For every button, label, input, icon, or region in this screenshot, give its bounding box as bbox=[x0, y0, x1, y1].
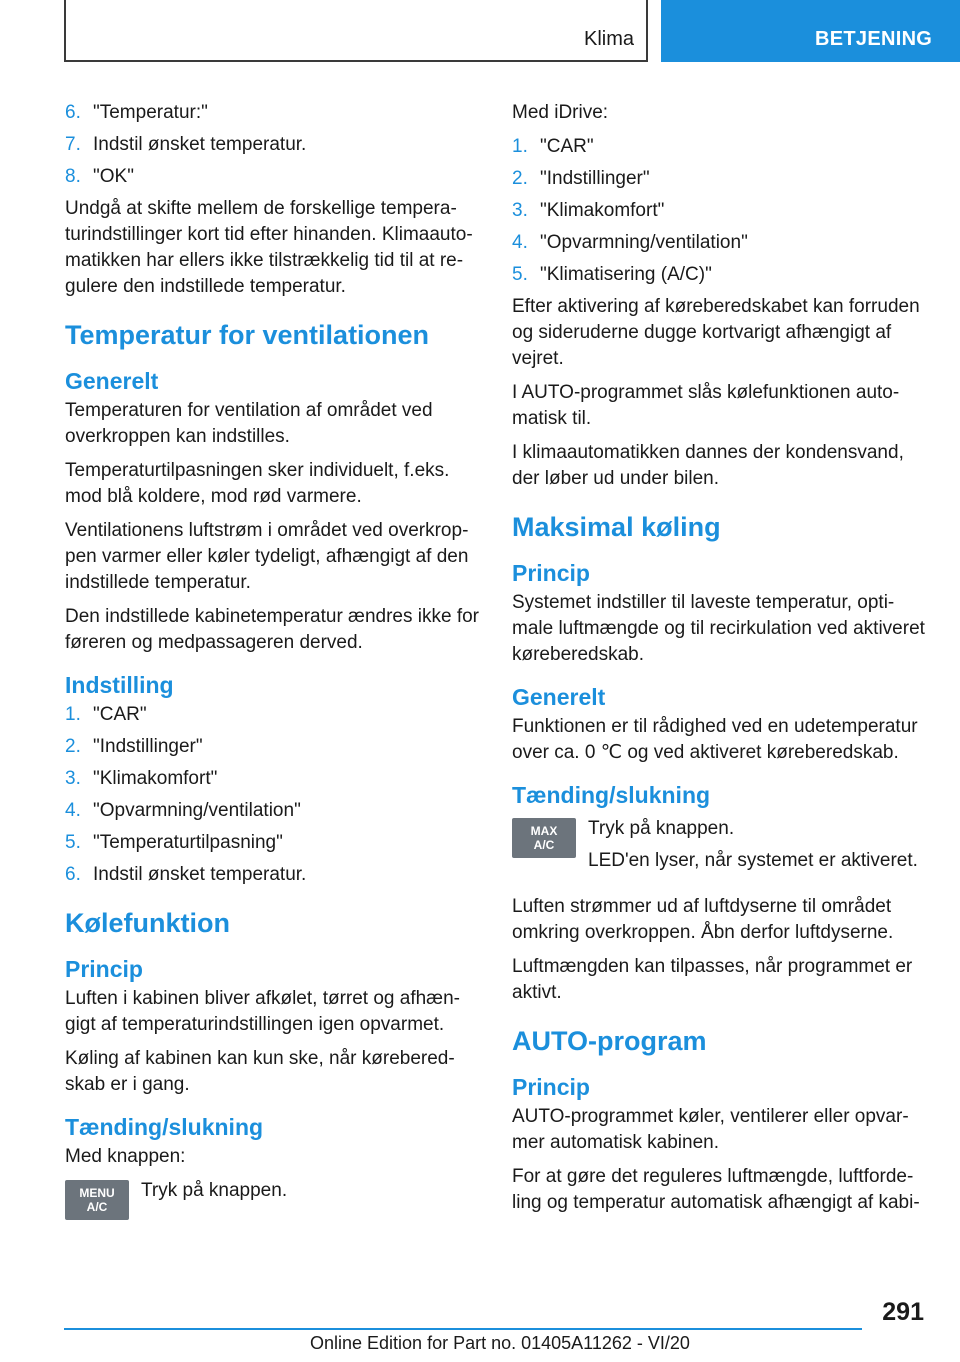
paragraph: Luften strømmer ud af luftdyserne til området omkring overkroppen. Åbn derfor luftdyserne. bbox=[512, 896, 894, 943]
subsection-heading: Tænding/slukning bbox=[65, 1114, 264, 1140]
header-chapter-tab[interactable]: BETJENING bbox=[661, 0, 960, 62]
steps-list-c bbox=[512, 134, 930, 288]
paragraph: Tryk på knappen. bbox=[141, 1180, 288, 1201]
list-item: 2. "Indstillinger" bbox=[512, 168, 650, 189]
left-column bbox=[65, 100, 480, 1234]
section-heading: Kølefunktion bbox=[65, 908, 230, 938]
paragraph: Den indstillede kabinetemperatur ændres ikke for føreren og medpassageren derved. bbox=[65, 606, 479, 653]
list-item: 3. "Klimakomfort" bbox=[512, 200, 665, 221]
list-item: 3. "Klimakomfort" bbox=[65, 768, 218, 789]
paragraph: Luften i kabinen bliver afkølet, tørret og afhæn-gigt af temperaturindstillingen igen opvarmet. bbox=[65, 988, 460, 1035]
subsection-heading: Princip bbox=[512, 560, 590, 586]
list-item: 6. "Temperatur:" bbox=[65, 102, 208, 123]
subsection-heading: Princip bbox=[65, 956, 143, 982]
list-item: 4. "Opvarmning/ventilation" bbox=[512, 232, 748, 253]
paragraph: Temperaturtilpasningen sker individuelt, f.eks. mod blå koldere, mod rød varmere. bbox=[65, 460, 450, 507]
paragraph: Med knappen: bbox=[65, 1146, 186, 1167]
page-number: 291 bbox=[882, 1298, 924, 1326]
paragraph: Tryk på knappen. bbox=[588, 818, 735, 839]
list-item: 4. "Opvarmning/ventilation" bbox=[65, 800, 301, 821]
menu-ac-button-icon: MENU A/C bbox=[65, 1180, 129, 1220]
list-item: 7. Indstil ønsket temperatur. bbox=[65, 134, 307, 155]
paragraph: Funktionen er til rådighed ved en udetemperatur over ca. 0 ℃ og ved aktiveret køreberedskab. bbox=[512, 716, 918, 763]
header-frame bbox=[64, 0, 648, 62]
paragraph: I AUTO-programmet slås kølefunktionen auto-matisk til. bbox=[512, 382, 900, 429]
paragraph: Undgå at skifte mellem de forskellige tempera-turindstillinger kort tid efter hinanden. Klimaauto-matikken har ellers ikke tilstrækkelig tid til at re-gulere den indstillede temperatur. bbox=[65, 198, 473, 297]
paragraph: Med iDrive: bbox=[512, 102, 609, 123]
paragraph: For at gøre det reguleres luftmængde, luftforde-ling og temperatur automatisk afhængigt af kabi- bbox=[512, 1166, 920, 1213]
list-item: 2. "Indstillinger" bbox=[65, 736, 203, 757]
right-column bbox=[512, 100, 930, 1224]
paragraph: Ventilationens luftstrøm i området ved overkrop-pen varmer eller køler tydeligt, afhængigt af den indstillede temperatur. bbox=[65, 520, 469, 593]
paragraph: Efter aktivering af køreberedskabet kan forruden og sideruderne dugge kortvarigt afhængigt af vejret. bbox=[512, 296, 920, 369]
list-item: 1. "CAR" bbox=[65, 704, 147, 725]
header-section-title: Klima bbox=[583, 28, 634, 50]
subsection-heading: Generelt bbox=[512, 684, 606, 710]
list-item: 5. "Temperaturtilpasning" bbox=[65, 832, 283, 853]
footer-edition: Online Edition for Part no. 01405A11262 - VI/20 bbox=[310, 1333, 690, 1353]
section-heading: AUTO-program bbox=[512, 1026, 707, 1056]
list-item: 8. "OK" bbox=[65, 166, 134, 187]
button-instruction bbox=[65, 1178, 480, 1220]
list-item: 1. "CAR" bbox=[512, 136, 594, 157]
paragraph: I klimaautomatikken dannes der kondensvand, der løber ud under bilen. bbox=[512, 442, 904, 489]
paragraph: LED'en lyser, når systemet er aktiveret. bbox=[588, 850, 918, 871]
steps-list-b bbox=[65, 702, 480, 888]
paragraph: AUTO-programmet køler, ventilerer eller opvar-mer automatisk kabinen. bbox=[512, 1106, 909, 1153]
paragraph: Luftmængden kan tilpasses, når programmet er aktivt. bbox=[512, 956, 913, 1003]
subsection-heading: Princip bbox=[512, 1074, 590, 1100]
subsection-heading: Tænding/slukning bbox=[512, 782, 711, 808]
paragraph: Systemet indstiller til laveste temperatur, opti-male luftmængde og til recirkulation ved aktiveret køreberedskab. bbox=[512, 592, 925, 665]
steps-list-a bbox=[65, 100, 480, 190]
subsection-heading: Generelt bbox=[65, 368, 159, 394]
list-item: 5. "Klimatisering (A/C)" bbox=[512, 264, 712, 285]
paragraph: Køling af kabinen kan kun ske, når kørebered-skab er i gang. bbox=[65, 1048, 455, 1095]
footer-divider bbox=[64, 1328, 862, 1330]
section-heading: Temperatur for ventilationen bbox=[65, 320, 430, 350]
paragraph: Temperaturen for ventilation af området ved overkroppen kan indstilles. bbox=[65, 400, 433, 447]
section-heading: Maksimal køling bbox=[512, 512, 721, 542]
button-instruction bbox=[512, 816, 930, 880]
max-ac-button-icon: MAX A/C bbox=[512, 818, 576, 858]
subsection-heading: Indstilling bbox=[65, 672, 174, 698]
list-item: 6. Indstil ønsket temperatur. bbox=[65, 864, 307, 885]
